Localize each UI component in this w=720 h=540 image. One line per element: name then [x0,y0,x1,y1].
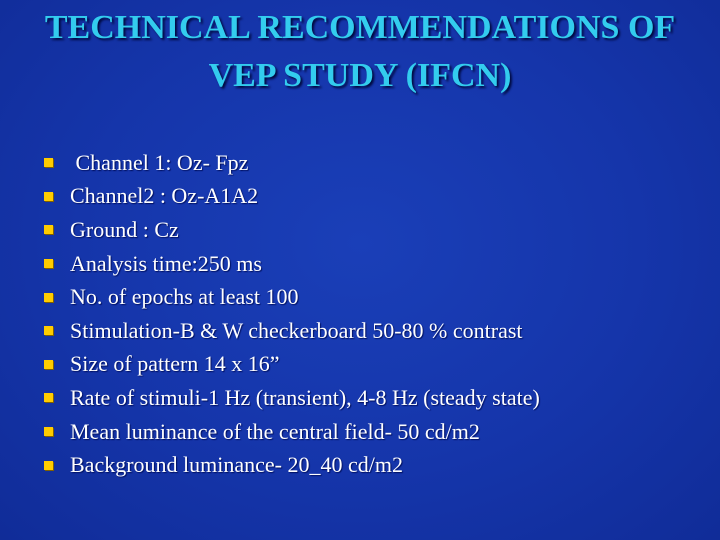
bullet-item [44,280,704,314]
bullet-text: Mean luminance of the central field- 50 cd/m2 [70,418,480,444]
square-bullet-icon [44,326,53,335]
bullet-item [44,180,704,214]
square-bullet-icon [44,158,53,167]
bullet-text: Size of pattern 14 x 16” [70,351,280,377]
bullet-text: Channel2 : Oz-A1A2 [70,183,259,209]
square-bullet-icon [44,225,53,234]
bullet-item [44,247,704,281]
bullet-item [44,213,704,247]
bullet-text: Analysis time:250 ms [70,250,262,276]
bullet-text: Ground : Cz [70,216,179,242]
bullet-list [44,146,704,482]
bullet-item [44,314,704,348]
bullet-text: Background luminance- 20_40 cd/m2 [70,452,403,478]
square-bullet-icon [44,393,53,402]
square-bullet-icon [44,192,53,201]
bullet-item [44,415,704,449]
bullet-item [44,146,704,180]
square-bullet-icon [44,427,53,436]
square-bullet-icon [44,360,53,369]
bullet-text: Stimulation-B & W checkerboard 50-80 % contrast [70,317,523,343]
bullet-item [44,448,704,482]
square-bullet-icon [44,461,53,470]
bullet-text: No. of epochs at least 100 [70,284,299,310]
slide-title: TECHNICAL RECOMMENDATIONS OF VEP STUDY (IFCN) [44,9,676,94]
square-bullet-icon [44,293,53,302]
bullet-text: Channel 1: Oz- Fpz [70,149,249,175]
bullet-item [44,381,704,415]
bullet-item [44,348,704,382]
square-bullet-icon [44,259,53,268]
bullet-text: Rate of stimuli-1 Hz (transient), 4-8 Hz (steady state) [70,384,540,410]
